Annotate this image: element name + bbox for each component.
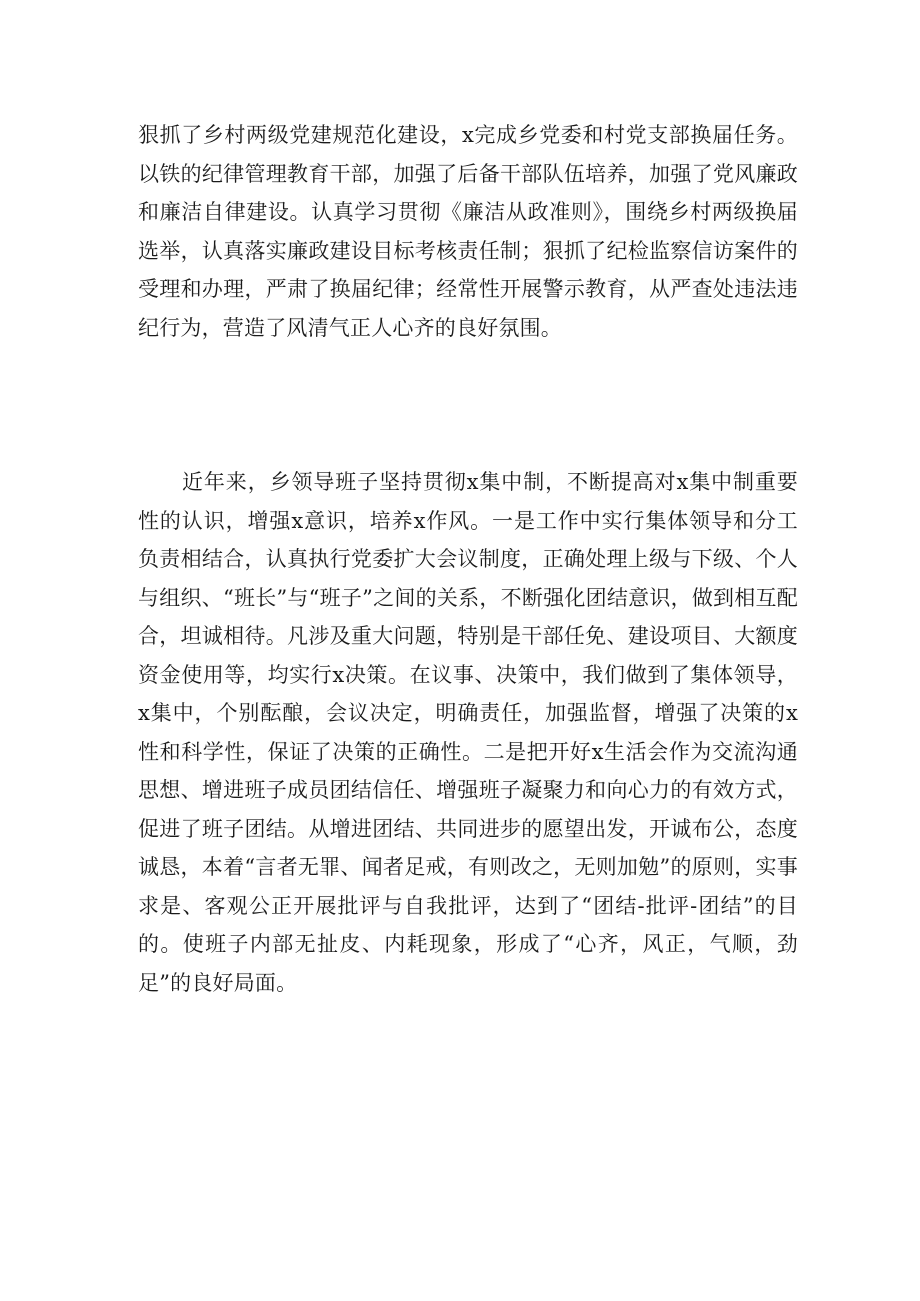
body-paragraph-1: 狠抓了乡村两级党建规范化建设，x完成乡党委和村党支部换届任务。以铁的纪律管理教育干部，加强了后备干部队伍培养，加强了党风廉政和廉洁自律建设。认真学习贯彻《廉洁从政准则》，围绕乡村两级换届选举，认真落实廉政建设目标考核责任制；狠抓了纪检监察信访案件的受理和办理，严肃了换届纪律；经常性开展警示教育，从严查处违法违纪行为，营造了风清气正人心齐的良好氛围。 [138, 123, 798, 340]
body-paragraph-2: 近年来，乡领导班子坚持贯彻x集中制，不断提高对x集中制重要性的认识，增强x意识，培养x作风。一是工作中实行集体领导和分工负责相结合，认真执行党委扩大会议制度，正确处理上级与下级、个人与组织、“班长”与“班子”之间的关系，不断强化团结意识，做到相互配合，坦诚相待。凡涉及重大问题，特别是干部任免、建设项目、大额度资金使用等，均实行x决策。在议事、决策中，我们做到了集体领导，x集中，个别酝酿，会议决定，明确责任，加强监督，增强了决策的x性和科学性，保证了决策的正确性。二是把开好x生活会作为交流沟通思想、增进班子成员团结信任、增强班子凝聚力和向心力的有效方式，促进了班子团结。从增进团结、共同进步的愿望出发，开诚布公，态度诚恳，本着“言者无罪、闻者足戒，有则改之，无则加勉”的原则，实事求是、客观公正开展批评与自我批评，达到了“团结-批评-团结”的目的。使班子内部无扯皮、内耗现象，形成了“心齐，风正，气顺，劲足”的良好局面。 [138, 470, 798, 995]
